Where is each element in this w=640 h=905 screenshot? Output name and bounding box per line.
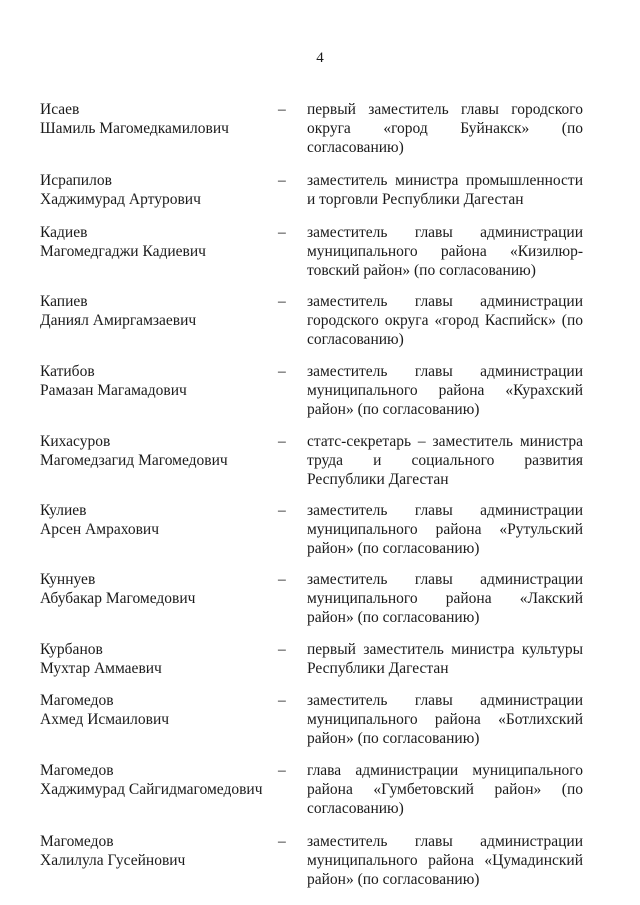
position-line: район» (по согласованию)	[307, 401, 480, 418]
member-surname: Магомедов	[40, 692, 114, 709]
member-position	[307, 761, 583, 818]
separator-dash: –	[278, 502, 286, 519]
member-position	[307, 362, 583, 419]
position-line: заместитель главы администрации	[307, 502, 583, 519]
position-line: заместитель главы администрации	[307, 833, 583, 850]
member-name	[40, 832, 280, 870]
member-given-names: Мухтар Аммаевич	[40, 660, 162, 677]
separator-dash: –	[278, 293, 286, 310]
position-line: район» (по согласованию)	[307, 730, 480, 747]
member-position	[307, 570, 583, 627]
member-position	[307, 171, 583, 209]
member-given-names: Магомедгаджи Кадиевич	[40, 243, 206, 260]
member-name	[40, 100, 280, 138]
member-name	[40, 640, 280, 678]
position-line: муниципального района «Лакский	[307, 590, 583, 607]
member-surname: Исрапилов	[40, 172, 112, 189]
member-given-names: Шамиль Магомедкамилович	[40, 120, 229, 137]
position-line: и торговли Республики Дагестан	[307, 191, 524, 208]
position-line: статс-секретарь – заместитель министра	[307, 433, 583, 450]
position-line: согласованию)	[307, 331, 404, 348]
member-surname: Кадиев	[40, 224, 88, 241]
member-given-names: Арсен Амрахович	[40, 521, 160, 538]
position-line: района «Гумбетовский район» (по	[307, 781, 583, 798]
position-line: район» (по согласованию)	[307, 540, 480, 557]
member-surname: Магомедов	[40, 762, 114, 779]
member-given-names: Халилула Гусейнович	[40, 852, 186, 869]
member-given-names: Хаджимурад Артурович	[40, 191, 201, 208]
position-line: заместитель главы администрации	[307, 224, 583, 241]
separator-dash: –	[278, 692, 286, 709]
position-line: заместитель главы администрации	[307, 293, 583, 310]
separator-dash: –	[278, 762, 286, 779]
separator-dash: –	[278, 101, 286, 118]
position-line: муниципального района «Рутульский	[307, 521, 583, 538]
member-position	[307, 100, 583, 157]
separator-dash: –	[278, 833, 286, 850]
position-line: труда и социального развития	[307, 452, 583, 469]
member-given-names: Абубакар Магомедович	[40, 590, 196, 607]
member-surname: Исаев	[40, 101, 80, 118]
member-name	[40, 362, 280, 400]
member-given-names: Даниял Амиргамзаевич	[40, 312, 197, 329]
position-line: муниципального района «Курахский	[307, 382, 583, 399]
separator-dash: –	[278, 224, 286, 241]
position-line: муниципального района «Ботлихский	[307, 711, 583, 728]
separator-dash: –	[278, 433, 286, 450]
position-line: заместитель главы администрации	[307, 363, 583, 380]
separator-dash: –	[278, 172, 286, 189]
position-line: заместитель министра промышленности	[307, 172, 583, 189]
position-line: первый заместитель главы городского	[307, 101, 583, 118]
member-surname: Кулиев	[40, 502, 87, 519]
position-line: городского округа «город Каспийск» (по	[307, 312, 583, 329]
member-name	[40, 223, 280, 261]
separator-dash: –	[278, 571, 286, 588]
separator-dash: –	[278, 641, 286, 658]
position-line: район» (по согласованию)	[307, 609, 480, 626]
member-name	[40, 501, 280, 539]
member-surname: Кихасуров	[40, 433, 111, 450]
member-position	[307, 640, 583, 678]
member-position	[307, 691, 583, 748]
position-line: глава администрации муниципального	[307, 762, 583, 779]
member-position	[307, 292, 583, 349]
position-line: первый заместитель министра культуры	[307, 641, 583, 658]
position-line: согласованию)	[307, 139, 404, 156]
member-name	[40, 432, 280, 470]
member-surname: Куннуев	[40, 571, 96, 588]
member-given-names: Магомедзагид Магомедович	[40, 452, 228, 469]
position-line: согласованию)	[307, 800, 404, 817]
position-line: муниципального района «Цумадинский	[307, 852, 583, 869]
position-line: товский район» (по согласованию)	[307, 262, 536, 279]
position-line: округа «город Буйнакск» (по	[307, 120, 583, 137]
member-name	[40, 691, 280, 729]
member-name	[40, 570, 280, 608]
position-line: Республики Дагестан	[307, 471, 449, 488]
member-position	[307, 223, 583, 280]
member-surname: Капиев	[40, 293, 88, 310]
member-surname: Катибов	[40, 363, 95, 380]
member-name	[40, 761, 280, 799]
member-position	[307, 432, 583, 489]
member-position	[307, 501, 583, 558]
page-number: 4	[316, 50, 324, 66]
position-line: район» (по согласованию)	[307, 871, 480, 888]
member-position	[307, 832, 583, 889]
member-surname: Курбанов	[40, 641, 103, 658]
member-given-names: Ахмед Исмаилович	[40, 711, 170, 728]
position-line: заместитель главы администрации	[307, 692, 583, 709]
position-line: Республики Дагестан	[307, 660, 449, 677]
position-line: муниципального района «Кизилюр-	[307, 243, 583, 260]
member-given-names: Хаджимурад Сайгидмагомедович	[40, 781, 263, 798]
member-name	[40, 292, 280, 330]
member-name	[40, 171, 280, 209]
member-surname: Магомедов	[40, 833, 114, 850]
member-given-names: Рамазан Магамадович	[40, 382, 187, 399]
separator-dash: –	[278, 363, 286, 380]
position-line: заместитель главы администрации	[307, 571, 583, 588]
